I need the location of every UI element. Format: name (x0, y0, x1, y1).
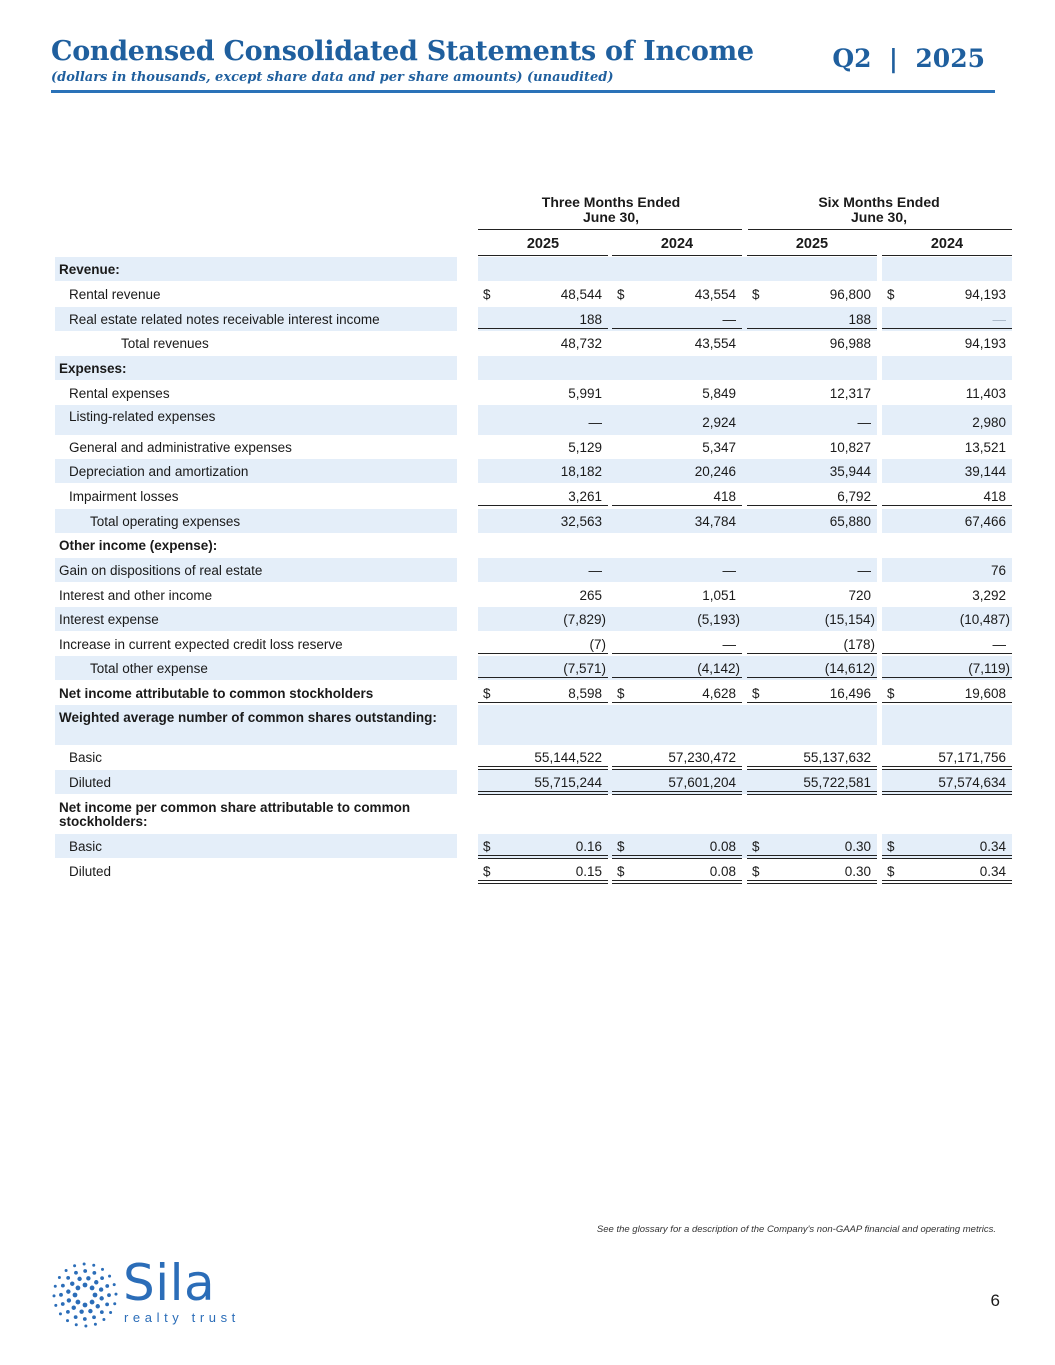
logo-dot (109, 1311, 112, 1314)
logo-tagline: realty trust (124, 1310, 240, 1325)
row-value: — (722, 563, 736, 578)
single-underline (747, 653, 877, 654)
row-value: 8,598 (568, 686, 602, 701)
row-shade (478, 405, 877, 435)
row-value: 96,988 (829, 336, 871, 351)
row-value: 76 (990, 563, 1006, 578)
logo-dot (54, 1304, 57, 1307)
logo-dot (94, 1280, 98, 1284)
double-underline (612, 855, 742, 859)
logo-dot (73, 1264, 76, 1267)
row-label: General and administrative expenses (69, 440, 292, 455)
row-label: Expenses: (59, 361, 127, 376)
row-value: 18,182 (560, 464, 602, 479)
single-underline (478, 653, 608, 654)
row-value: 0.08 (709, 864, 736, 879)
logo-dot (77, 1277, 81, 1281)
single-underline (612, 505, 742, 506)
row-value: 57,601,204 (668, 775, 736, 790)
row-value: — (857, 415, 871, 430)
row-value: 5,347 (702, 440, 736, 455)
double-underline (882, 791, 1012, 795)
logo-dot (105, 1302, 109, 1306)
dollar-sign: $ (617, 839, 625, 854)
dollar-sign: $ (887, 864, 895, 879)
dollar-sign: $ (887, 287, 895, 302)
logo-dot (72, 1306, 76, 1310)
row-value: 48,732 (560, 336, 602, 351)
three-months-header: Three Months Ended June 30, (541, 194, 681, 225)
logo-dot (83, 1317, 87, 1321)
row-value: (7,119) (968, 661, 1010, 676)
quarter-label: Q2 | 2025 (832, 44, 985, 73)
row-shade (882, 705, 1012, 745)
dollar-sign: $ (483, 864, 491, 879)
double-underline (882, 855, 1012, 859)
row-value: 55,722,581 (803, 775, 871, 790)
logo-dot (99, 1296, 103, 1300)
row-value: 0.15 (575, 864, 602, 879)
logo-dot (107, 1293, 111, 1297)
dollar-sign: $ (887, 839, 895, 854)
row-value: 0.34 (979, 839, 1006, 854)
row-value: (7) (589, 637, 606, 652)
logo-dot (58, 1276, 61, 1279)
row-value: 13,521 (964, 440, 1006, 455)
logo-dot (92, 1264, 95, 1267)
row-value: 57,230,472 (668, 750, 736, 765)
double-underline (612, 880, 742, 884)
row-shade (478, 459, 877, 483)
year-rule-4 (882, 255, 1012, 256)
row-shade (55, 834, 457, 858)
single-underline (882, 505, 1012, 506)
row-value: 0.34 (979, 864, 1006, 879)
year-header-3: 2025 (795, 236, 829, 252)
single-underline (747, 677, 877, 678)
row-label: Gain on dispositions of real estate (59, 563, 263, 578)
row-value: (10,487) (959, 612, 1010, 627)
logo-dot (67, 1298, 71, 1302)
logo-dot (66, 1310, 70, 1314)
footnote: See the glossary for a description of the Company's non-GAAP financial and operating metrics. (596, 1224, 996, 1235)
row-value: 39,144 (964, 464, 1006, 479)
row-shade (478, 257, 877, 281)
logo-dot (75, 1323, 78, 1326)
logo-dot (54, 1285, 57, 1288)
dollar-sign: $ (483, 839, 491, 854)
row-value: 11,403 (965, 386, 1006, 401)
dollar-sign: $ (887, 686, 895, 701)
row-value: 0.30 (844, 839, 871, 854)
double-underline (747, 855, 877, 859)
row-value: 57,574,634 (938, 775, 1006, 790)
row-value: 3,261 (568, 489, 602, 504)
row-value: — (722, 312, 736, 327)
six-months-rule (748, 229, 1012, 230)
page-subtitle: (dollars in thousands, except share data and per share amounts) (unaudited) (51, 70, 614, 85)
row-value: (4,142) (697, 661, 740, 676)
row-shade (55, 770, 457, 794)
row-value: 4,628 (702, 686, 736, 701)
page-number: 6 (990, 1291, 1000, 1310)
row-label: Total operating expenses (90, 514, 241, 529)
logo-dot (66, 1319, 69, 1322)
double-underline (747, 880, 877, 884)
row-value: 418 (713, 489, 736, 504)
row-value: 35,944 (829, 464, 871, 479)
row-value: 32,563 (560, 514, 602, 529)
logo-dot (113, 1283, 116, 1286)
row-label: Basic (69, 839, 103, 854)
row-label: Other income (expense): (59, 538, 218, 553)
row-value: 0.30 (844, 864, 871, 879)
row-shade (478, 356, 877, 380)
single-underline (612, 677, 742, 678)
row-value: 2,924 (702, 415, 736, 430)
logo-dot (79, 1309, 83, 1313)
row-value: 43,554 (694, 336, 736, 351)
logo-dot (70, 1282, 74, 1286)
row-shade (882, 356, 1012, 380)
row-label: Real estate related notes receivable interest income (69, 312, 380, 327)
single-underline (747, 505, 877, 506)
logo-dot (73, 1293, 78, 1298)
single-underline (612, 328, 742, 329)
logo-dot (113, 1302, 116, 1305)
dollar-sign: $ (617, 864, 625, 879)
row-value: 94,193 (964, 336, 1006, 351)
row-value: (15,154) (824, 612, 875, 627)
logo-dot (74, 1315, 78, 1319)
logo-dot (96, 1304, 100, 1308)
row-label: Interest and other income (59, 588, 213, 603)
double-underline (478, 855, 608, 859)
logo-dot (83, 1269, 87, 1273)
row-value: 6,792 (837, 489, 871, 504)
row-value: 5,849 (702, 386, 736, 401)
logo-dot (61, 1284, 65, 1288)
sila-logo-icon (50, 1260, 120, 1330)
row-label: Net income attributable to common stockholders (59, 686, 374, 701)
row-value: (178) (843, 637, 875, 652)
row-value: 57,171,756 (938, 750, 1006, 765)
year-header-1: 2025 (526, 236, 560, 252)
logo-dot (93, 1293, 98, 1298)
logo-dot (88, 1309, 92, 1313)
logo-dot (53, 1294, 56, 1297)
logo-dot (74, 1271, 78, 1275)
single-underline (882, 328, 1012, 329)
six-months-header: Six Months Ended June 30, (818, 194, 940, 225)
year-rule-1 (478, 255, 608, 256)
logo-dot (101, 1268, 104, 1271)
page-title: Condensed Consolidated Statements of Income (51, 36, 754, 67)
logo-dot (114, 1293, 117, 1296)
logo-dot (61, 1302, 65, 1306)
row-value: 16,496 (829, 686, 871, 701)
row-value: 5,991 (568, 386, 602, 401)
row-value: (7,829) (563, 612, 606, 627)
row-value: 48,544 (560, 287, 602, 302)
logo-dot (99, 1287, 103, 1291)
row-shade (478, 509, 877, 533)
logo-dot (105, 1284, 109, 1288)
logo-dot (59, 1293, 63, 1297)
logo-dot (84, 1324, 87, 1327)
logo-dot (76, 1286, 81, 1291)
row-label: Diluted (69, 775, 112, 790)
dollar-sign: $ (617, 686, 625, 701)
logo-dot (59, 1312, 62, 1315)
row-value: — (588, 415, 602, 430)
row-label: Total revenues (121, 336, 209, 351)
row-label: Rental revenue (69, 287, 161, 302)
dollar-sign: $ (752, 287, 760, 302)
single-underline (882, 653, 1012, 654)
year-rule-2 (612, 255, 742, 256)
logo-dot (100, 1310, 104, 1314)
double-underline (747, 791, 877, 795)
row-value: (7,571) (563, 661, 606, 676)
single-underline (612, 653, 742, 654)
logo-dot (90, 1286, 95, 1291)
single-underline (478, 328, 608, 329)
row-value: 2,980 (972, 415, 1006, 430)
row-value: 96,800 (829, 287, 871, 302)
single-underline (882, 677, 1012, 678)
logo-dot (83, 1283, 88, 1288)
row-value: 3,292 (972, 588, 1006, 603)
logo-dot (76, 1300, 81, 1305)
row-value: 65,880 (829, 514, 871, 529)
row-label: Diluted (69, 864, 112, 879)
row-value: 0.08 (709, 839, 736, 854)
row-value: — (722, 637, 736, 652)
single-underline (478, 505, 608, 506)
row-value: (14,612) (824, 661, 875, 676)
row-value: 265 (579, 588, 602, 603)
row-value: — (588, 563, 602, 578)
row-value: 5,129 (568, 440, 602, 455)
row-label: Revenue: (59, 262, 120, 277)
row-shade (478, 705, 877, 745)
logo-dot (100, 1276, 104, 1280)
logo-dot (86, 1276, 90, 1280)
dollar-sign: $ (483, 686, 491, 701)
logo-dot (66, 1276, 70, 1280)
year-header-2: 2024 (660, 236, 694, 252)
row-label: Weighted average number of common shares outstanding: (59, 710, 437, 725)
row-label: Listing-related expenses (69, 409, 216, 424)
double-underline (478, 880, 608, 884)
row-value: 94,193 (964, 287, 1006, 302)
row-value: 720 (848, 588, 871, 603)
logo-dot (92, 1271, 96, 1275)
row-value: — (992, 312, 1006, 327)
logo-name: Sila (123, 1254, 216, 1312)
logo-dot (108, 1275, 111, 1278)
row-shade (882, 257, 1012, 281)
row-label: Total other expense (90, 661, 208, 676)
row-value: 55,137,632 (803, 750, 871, 765)
double-underline (478, 791, 608, 795)
dollar-sign: $ (617, 287, 625, 302)
row-value: 0.16 (575, 839, 602, 854)
logo-dot (66, 1289, 70, 1293)
row-value: 34,784 (694, 514, 736, 529)
row-label: Net income per common share attributable to common stockholders: (59, 800, 411, 829)
logo-dot (102, 1318, 105, 1321)
row-value: 20,246 (694, 464, 736, 479)
row-value: 1,051 (702, 588, 736, 603)
row-value: 418 (983, 489, 1006, 504)
row-value: 188 (579, 312, 602, 327)
single-underline (478, 677, 608, 678)
double-underline (882, 880, 1012, 884)
row-value: — (992, 637, 1006, 652)
row-label: Impairment losses (69, 489, 179, 504)
row-value: 55,144,522 (534, 750, 602, 765)
row-value: 67,466 (964, 514, 1006, 529)
logo-dot (90, 1300, 95, 1305)
row-value: 19,608 (964, 686, 1006, 701)
double-underline (612, 791, 742, 795)
logo-dot (83, 1303, 88, 1308)
row-value: 188 (848, 312, 871, 327)
dollar-sign: $ (483, 287, 491, 302)
header-rule (51, 90, 995, 93)
row-label: Rental expenses (69, 386, 170, 401)
single-underline (747, 328, 877, 329)
row-value: 43,554 (694, 287, 736, 302)
logo-dot (94, 1323, 97, 1326)
row-value: — (857, 563, 871, 578)
row-label: Depreciation and amortization (69, 464, 249, 479)
row-label: Interest expense (59, 612, 159, 627)
row-label: Increase in current expected credit loss reserve (59, 637, 343, 652)
dollar-sign: $ (752, 686, 760, 701)
year-rule-3 (747, 255, 877, 256)
row-value: 55,715,244 (534, 775, 602, 790)
row-value: 12,317 (829, 386, 871, 401)
row-shade (478, 558, 877, 582)
logo-dot (92, 1315, 96, 1319)
row-value: 10,827 (829, 440, 871, 455)
dollar-sign: $ (752, 839, 760, 854)
year-header-4: 2024 (930, 236, 964, 252)
row-label: Basic (69, 750, 103, 765)
dollar-sign: $ (752, 864, 760, 879)
row-shade (478, 607, 877, 631)
three-months-rule (478, 229, 742, 230)
logo-dot (65, 1269, 68, 1272)
logo-dot (83, 1263, 86, 1266)
row-value: (5,193) (697, 612, 740, 627)
